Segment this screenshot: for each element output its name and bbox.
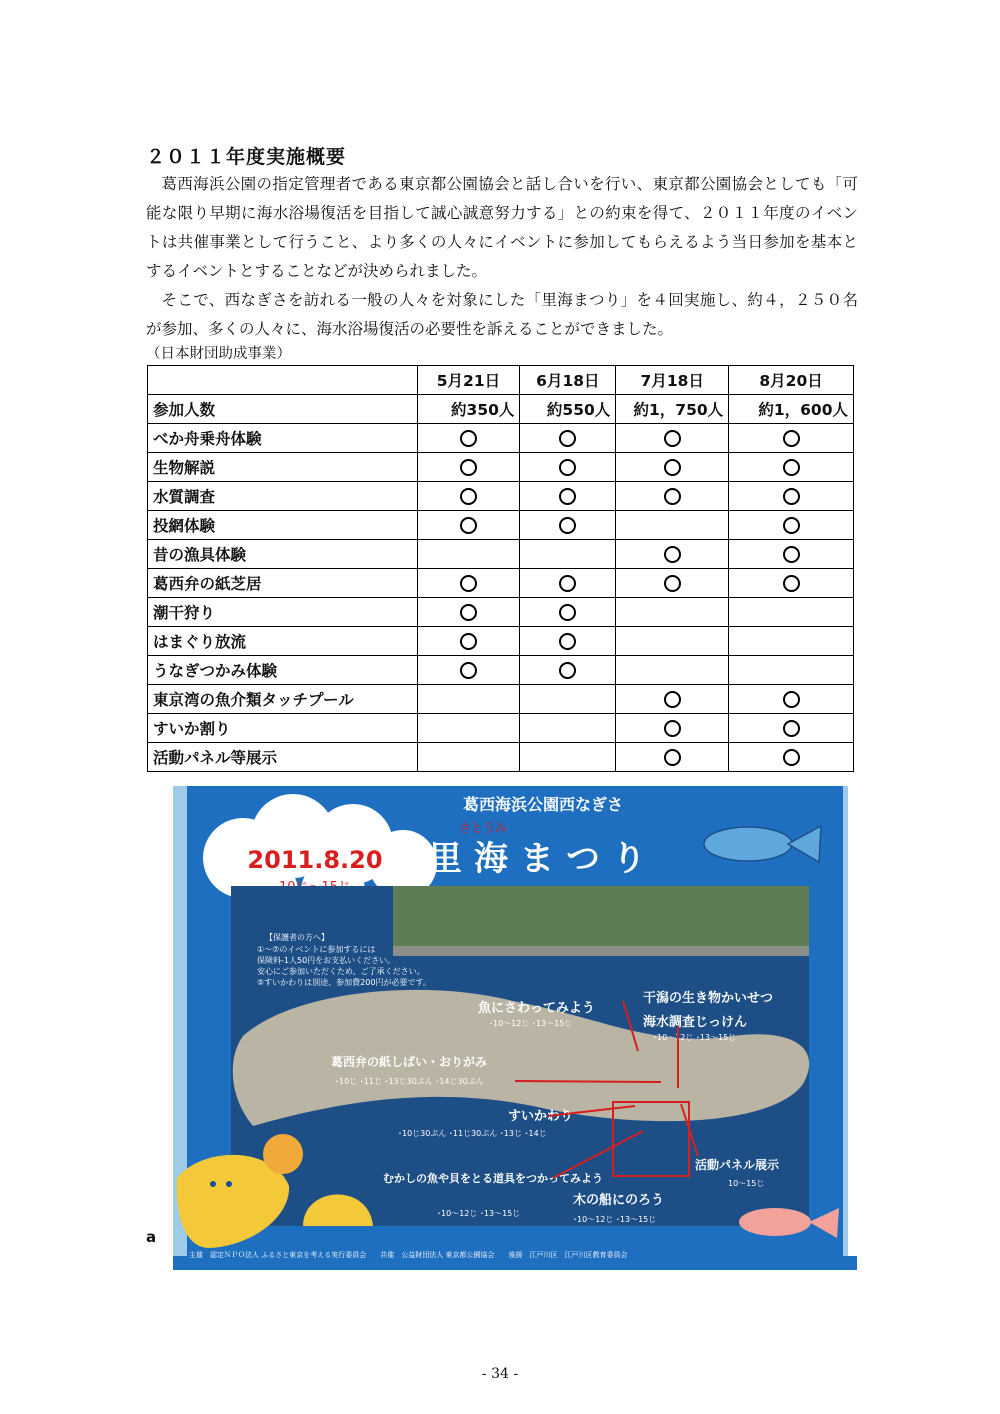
row-label: 活動パネル等展示 — [148, 743, 418, 772]
circle-mark-icon — [783, 749, 800, 766]
figure-label: a — [146, 1228, 157, 1246]
paragraph: そこで、西なぎさを訪れる一般の人々を対象にした「里海まつり」を４回実施し、約４，２５０名が参加、多くの人々に、海水浴場復活の必要性を訴えることができました。 — [146, 291, 858, 338]
mark-cell — [520, 569, 616, 598]
event-label: 活動パネル展示 — [695, 1158, 780, 1172]
event-times: ･10〜12じ ･13〜15じ — [437, 1209, 521, 1218]
circle-mark-icon — [664, 546, 681, 563]
event-times: ･10じ ･11じ ･13じ30ぷん ･14じ30ぷん — [335, 1077, 484, 1086]
mark-cell — [520, 598, 616, 627]
event-label: むかしの魚や貝をとる道具をつかってみよう — [383, 1172, 603, 1185]
date-header: 5月21日 — [417, 366, 520, 395]
mark-cell — [520, 656, 616, 685]
circle-mark-icon — [460, 575, 477, 592]
mark-cell — [520, 743, 616, 772]
circle-mark-icon — [783, 575, 800, 592]
event-label: 木の船にのろう — [573, 1193, 665, 1208]
header-row — [148, 366, 854, 395]
row-label: 生物解説 — [148, 453, 418, 482]
circle-mark-icon — [460, 430, 477, 447]
funding-note: （日本財団助成事業） — [146, 346, 291, 362]
mark-cell — [417, 540, 520, 569]
circle-mark-icon — [783, 430, 800, 447]
participants-cell: 約1，750人 — [616, 395, 729, 424]
poster-date: 2011.8.20 — [247, 846, 383, 874]
section-heading: ２０１１年度実施概要 — [146, 146, 347, 168]
event-times: ･10〜12じ ･13〜15じ — [489, 1019, 573, 1028]
mark-cell — [417, 627, 520, 656]
mark-cell — [729, 540, 854, 569]
mark-cell — [417, 424, 520, 453]
circle-mark-icon — [783, 546, 800, 563]
mark-cell — [729, 627, 854, 656]
mark-cell — [616, 714, 729, 743]
event-times: 10〜15じ — [728, 1179, 765, 1188]
activity-row — [148, 540, 854, 569]
participants-row — [148, 395, 854, 424]
mark-cell — [417, 511, 520, 540]
mark-cell — [417, 685, 520, 714]
row-label: 投網体験 — [148, 511, 418, 540]
poster-footer: 主催 認定ＮＰＯ法人 ふるさと東京を考える実行委員会 共催 公益財団法人 東京都公園協会 後援 江戸川区 江戸川区教育委員会 — [189, 1251, 628, 1259]
mark-cell — [417, 569, 520, 598]
event-times: ･10〜12じ ･13〜15じ — [653, 1033, 737, 1042]
activity-row — [148, 482, 854, 511]
page-number: - 34 - — [481, 1366, 519, 1382]
activity-row — [148, 743, 854, 772]
circle-mark-icon — [559, 662, 576, 679]
date-header: 8月20日 — [729, 366, 854, 395]
mark-cell — [729, 743, 854, 772]
event-poster — [173, 786, 857, 1270]
mark-cell — [616, 598, 729, 627]
mark-cell — [417, 482, 520, 511]
mark-cell — [616, 627, 729, 656]
circle-mark-icon — [559, 488, 576, 505]
corner-cell — [148, 366, 418, 395]
activity-row — [148, 598, 854, 627]
circle-mark-icon — [664, 720, 681, 737]
mark-cell — [417, 714, 520, 743]
circle-mark-icon — [460, 604, 477, 621]
row-label: 東京湾の魚介類タッチプール — [148, 685, 418, 714]
activity-row — [148, 714, 854, 743]
event-schedule-table — [147, 365, 854, 772]
event-label: 魚にさわってみよう — [478, 1001, 595, 1016]
mark-cell — [616, 656, 729, 685]
mark-cell — [520, 424, 616, 453]
row-label: 潮干狩り — [148, 598, 418, 627]
circle-mark-icon — [783, 459, 800, 476]
mark-cell — [729, 656, 854, 685]
circle-mark-icon — [783, 720, 800, 737]
activity-row — [148, 569, 854, 598]
circle-mark-icon — [664, 575, 681, 592]
mark-cell — [520, 685, 616, 714]
circle-mark-icon — [460, 488, 477, 505]
svg-text:【保護者の方へ】: 【保護者の方へ】 — [265, 933, 329, 942]
row-label: 昔の漁具体験 — [148, 540, 418, 569]
mark-cell — [616, 540, 729, 569]
event-label: 干潟の生き物かいせつ — [643, 991, 774, 1006]
poster-venue: 葛西海浜公園西なぎさ — [462, 795, 624, 814]
circle-mark-icon — [783, 691, 800, 708]
mark-cell — [729, 685, 854, 714]
mark-cell — [616, 743, 729, 772]
row-label: 水質調査 — [148, 482, 418, 511]
poster-title: 里海まつり — [428, 839, 658, 879]
circle-mark-icon — [664, 430, 681, 447]
mark-cell — [417, 743, 520, 772]
circle-mark-icon — [559, 430, 576, 447]
activity-row — [148, 453, 854, 482]
mark-cell — [616, 569, 729, 598]
paragraph: 葛西海浜公園の指定管理者である東京都公園協会と話し合いを行い、東京都公園協会としても「可能な限り早期に海水浴場復活を目指して誠心誠意努力する」との約束を得て、２０１１年度のイベントは共催事業として行うこと、より多くの人々にイベントに参加してもらえるよう当日参加を基本とするイベントとすることなどが決められました。 — [146, 175, 858, 280]
row-label: 参加人数 — [148, 395, 418, 424]
mark-cell — [729, 714, 854, 743]
mark-cell — [616, 511, 729, 540]
mark-cell — [729, 482, 854, 511]
mark-cell — [520, 482, 616, 511]
mark-cell — [520, 714, 616, 743]
row-label: 葛西弁の紙芝居 — [148, 569, 418, 598]
circle-mark-icon — [559, 459, 576, 476]
participants-cell: 約1，600人 — [729, 395, 854, 424]
participants-cell: 約550人 — [520, 395, 616, 424]
date-header: 6月18日 — [520, 366, 616, 395]
activity-row — [148, 627, 854, 656]
svg-text:保険料-1人50円をお支払いください。: 保険料-1人50円をお支払いください。 — [257, 956, 396, 965]
circle-mark-icon — [559, 575, 576, 592]
event-label: 海水調査じっけん — [643, 1015, 748, 1030]
body-text — [146, 170, 858, 344]
circle-mark-icon — [664, 488, 681, 505]
event-times: ･10じ30ぷん ･11じ30ぷん ･13じ ･14じ — [398, 1129, 547, 1138]
mark-cell — [729, 511, 854, 540]
activity-row — [148, 685, 854, 714]
mark-cell — [729, 424, 854, 453]
mark-cell — [729, 453, 854, 482]
mark-cell — [616, 453, 729, 482]
event-label: すいかわり — [508, 1109, 574, 1124]
mark-cell — [520, 453, 616, 482]
activity-row — [148, 511, 854, 540]
mark-cell — [520, 540, 616, 569]
mark-cell — [729, 598, 854, 627]
svg-text:安心にご参加いただくため、ご了承ください。: 安心にご参加いただくため、ご了承ください。 — [257, 967, 425, 976]
mark-cell — [520, 511, 616, 540]
circle-mark-icon — [460, 517, 477, 534]
circle-mark-icon — [460, 662, 477, 679]
circle-mark-icon — [664, 459, 681, 476]
mark-cell — [616, 424, 729, 453]
event-times: ･10〜12じ ･13〜15じ — [573, 1215, 657, 1224]
mark-cell — [417, 453, 520, 482]
row-label: べか舟乗舟体験 — [148, 424, 418, 453]
svg-text:①〜⑦のイベントに参加するには: ①〜⑦のイベントに参加するには — [257, 945, 376, 954]
row-label: うなぎつかみ体験 — [148, 656, 418, 685]
circle-mark-icon — [664, 749, 681, 766]
event-label: 葛西弁の紙しばい・おりがみ — [331, 1055, 488, 1069]
mark-cell — [616, 482, 729, 511]
mark-cell — [520, 627, 616, 656]
circle-mark-icon — [559, 517, 576, 534]
mark-cell — [729, 569, 854, 598]
circle-mark-icon — [783, 517, 800, 534]
circle-mark-icon — [783, 488, 800, 505]
row-label: すいか割り — [148, 714, 418, 743]
activity-row — [148, 656, 854, 685]
circle-mark-icon — [460, 633, 477, 650]
participants-cell: 約350人 — [417, 395, 520, 424]
circle-mark-icon — [559, 604, 576, 621]
mark-cell — [616, 685, 729, 714]
poster-ruby: さとうみ — [458, 821, 508, 835]
row-label: はまぐり放流 — [148, 627, 418, 656]
svg-text:⑤すいかわりは別途、参加費200円が必要です。: ⑤すいかわりは別途、参加費200円が必要です。 — [257, 978, 431, 987]
circle-mark-icon — [559, 633, 576, 650]
circle-mark-icon — [664, 691, 681, 708]
mark-cell — [417, 598, 520, 627]
circle-mark-icon — [460, 459, 477, 476]
date-header: 7月18日 — [616, 366, 729, 395]
mark-cell — [417, 656, 520, 685]
activity-row — [148, 424, 854, 453]
